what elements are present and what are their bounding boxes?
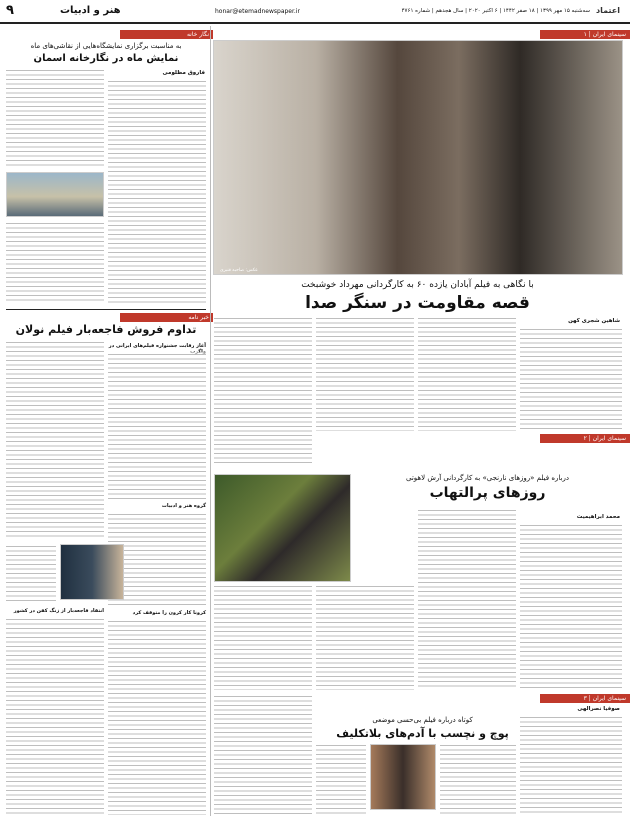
- photo-credit: عکس: صاحبه قنبری: [220, 268, 258, 273]
- third-headline: پوچ و نچسب با آدم‌های بلاتکلیف: [336, 727, 509, 740]
- main-photo: [213, 40, 623, 275]
- second-author: محمد ابراهیمیت: [576, 514, 620, 520]
- section-bar-cinema2: سینمای ایران | ۲: [540, 434, 630, 443]
- third-photo: [370, 744, 436, 810]
- third-kicker: کوتاه درباره فیلم بی‌حسی موضعی: [372, 716, 473, 724]
- page-number: ۹: [6, 3, 14, 18]
- gallery-kicker: به مناسبت برگزاری نمایشگاه‌هایی از نقاشی‌های ماه: [30, 42, 182, 50]
- news-text-col5: [108, 619, 206, 815]
- second-text-col4: [214, 584, 312, 690]
- second-headline: روزهای پرالتهاب: [429, 485, 546, 501]
- gallery-text-col1: [108, 79, 206, 304]
- main-text-col1: [520, 327, 622, 431]
- gallery-painting: [6, 172, 104, 217]
- date-line: سه‌شنبه ۱۵ مهر ۱۳۹۹ | ۱۸ صفر ۱۴۴۲ | ۶ اکتبر ۲۰۲۰ | سال هجدهم | شماره ۴۷۶۱: [401, 8, 590, 14]
- third-text-col1: [520, 715, 622, 815]
- news-sub4: انتقاد فاجعه‌بار از زنگ کفن در کشور: [13, 608, 104, 614]
- news-text-col4: [6, 544, 56, 604]
- second-kicker: درباره فیلم «روزهای نارنجی» به کارگردانی آرش لاهوتی: [406, 474, 569, 482]
- news-sub3: کرونا کار کرون را متوقف کرد: [132, 610, 206, 616]
- news-text-col6: [6, 617, 104, 815]
- header-email: honar@etemadnewspaper.ir: [215, 8, 300, 15]
- third-text-col3: [316, 743, 366, 815]
- section-bar-cinema3: سینمای ایران | ۳: [540, 694, 630, 703]
- gallery-author: فاروق مظلومی: [162, 70, 205, 76]
- second-photo: [214, 474, 351, 582]
- second-text-col3: [316, 584, 414, 690]
- main-headline: قصه مقاومت در سنگر صدا: [305, 293, 530, 313]
- news-sub1: آغاز رقابت جشنواره فیلم‌های ایرانی در: [108, 343, 206, 349]
- third-author: صوفیا نصرالهی: [577, 706, 620, 712]
- section-bar-gallery: نگار خانه: [120, 30, 213, 39]
- third-text-col2: [440, 743, 516, 815]
- gallery-headline: نمایش ماه در نگارخانه اسمان: [33, 53, 179, 64]
- third-text-col4: [214, 694, 312, 815]
- column-rule: [210, 26, 211, 816]
- gallery-text-col3: [6, 221, 104, 304]
- news-photo: [60, 544, 124, 600]
- second-text-col1: [520, 523, 622, 690]
- section-title: هنر و ادبیات: [60, 5, 121, 16]
- news-text-col1: [108, 352, 206, 500]
- news-sub2: گروه هنر و ادبیات: [161, 503, 206, 509]
- page-header: [0, 0, 630, 24]
- gallery-text-col2: [6, 68, 104, 168]
- section-bar-news: خبر نامه: [120, 313, 213, 322]
- section-bar-cinema1: سینمای ایران | ۱: [540, 30, 630, 39]
- newspaper-logo: اعتماد: [596, 6, 620, 15]
- main-text-col2: [418, 316, 516, 431]
- main-kicker: با نگاهی به فیلم آبادان یازده ۶۰ به کارگردانی مهرداد خوشبخت: [301, 280, 534, 290]
- divider: [6, 309, 206, 310]
- news-headline: تداوم فروش فاجعه‌بار فیلم نولان: [15, 323, 197, 336]
- second-text-col2: [418, 508, 516, 690]
- main-author: شاهین شجری کهن: [568, 318, 620, 324]
- main-text-col3: [316, 316, 414, 431]
- main-text-col4: [214, 316, 312, 464]
- news-text-col2: [6, 340, 104, 540]
